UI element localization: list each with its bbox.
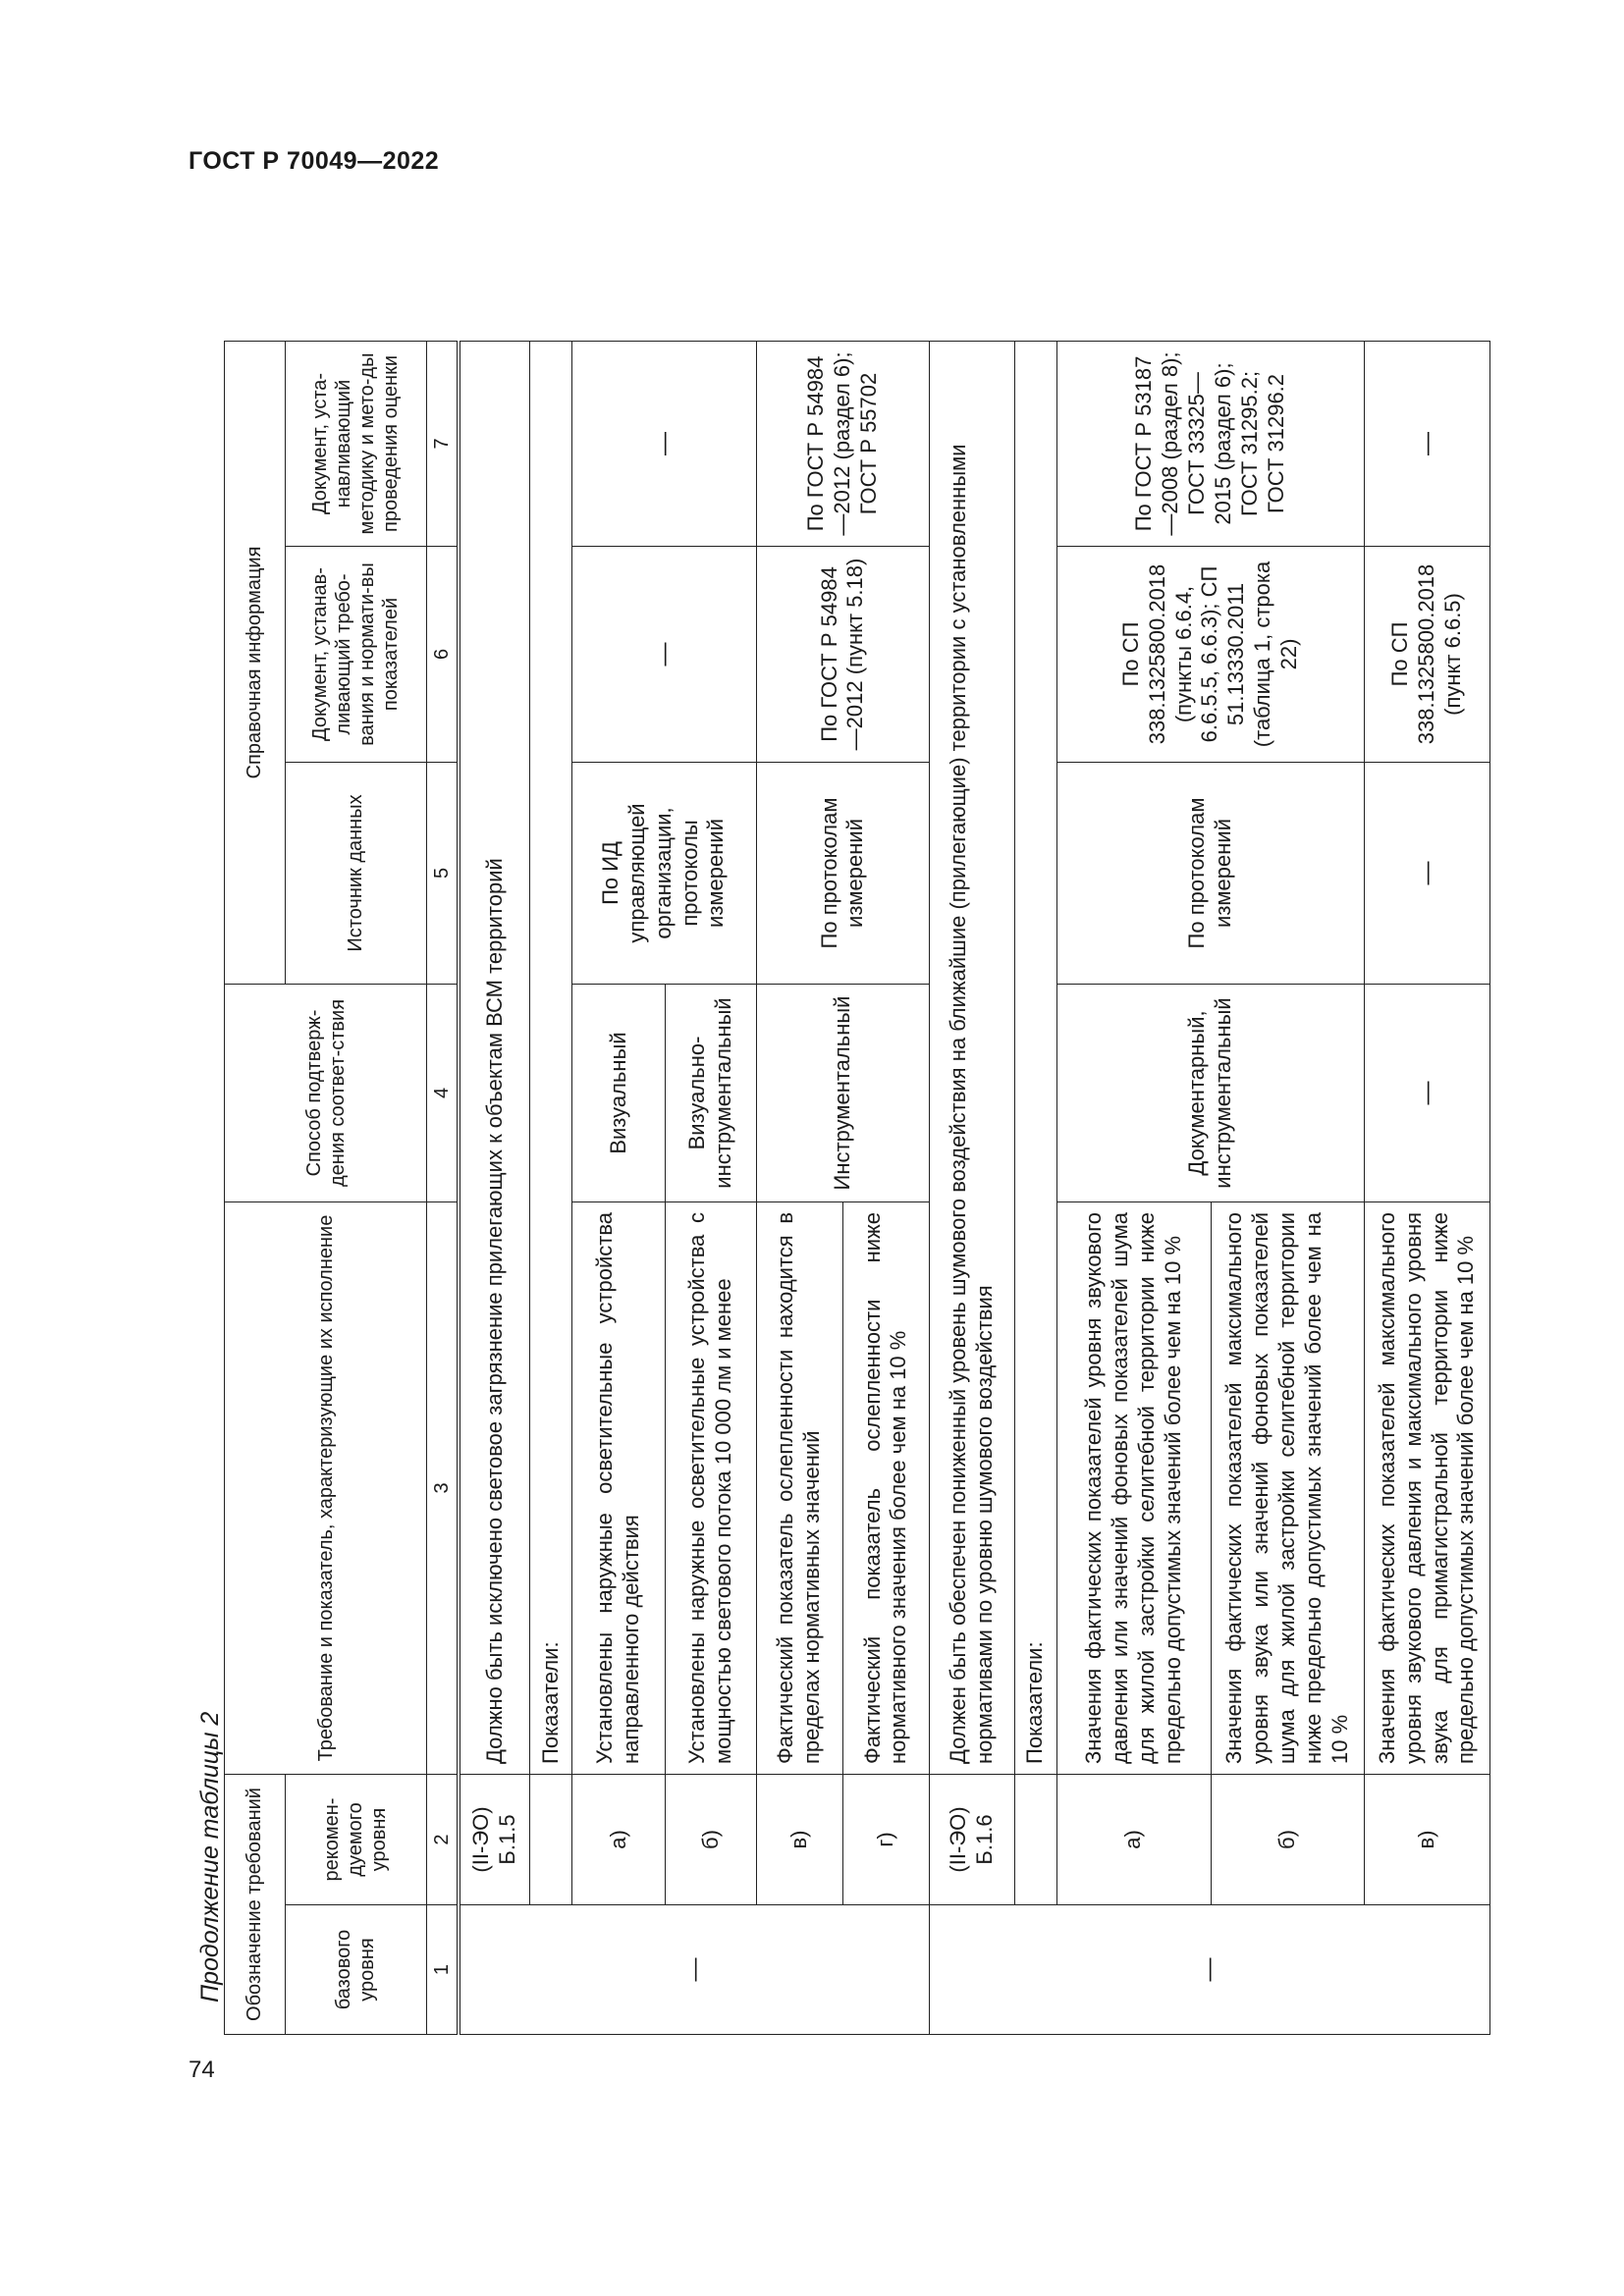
- section1-base-level: —: [459, 1905, 929, 2035]
- row-method: Документарный, инструментальный: [1056, 984, 1364, 1201]
- section1-row-a: [571, 341, 666, 2034]
- row-source: По протоколам измерений: [1056, 762, 1364, 984]
- row-doc-method: По ГОСТ Р 53187—2008 (раздел 8); ГОСТ 33325—2015 (раздел 6); ГОСТ 31295.2; ГОСТ 31296.2: [1056, 341, 1364, 546]
- section2-indicators-row: [1015, 341, 1056, 2034]
- row-letter: г): [842, 1774, 929, 1904]
- row-source: —: [1365, 762, 1490, 984]
- row-method: —: [1365, 984, 1490, 1201]
- th-designation: Обозначение требований: [225, 1774, 286, 2034]
- col-number: 4: [427, 984, 460, 1201]
- row-doc-requirements: —: [571, 546, 756, 762]
- section1-indicators-row: [530, 341, 571, 2034]
- row-doc-method: —: [571, 341, 756, 546]
- row-text: Фактический показатель ослепленности находится в пределах нормативных значений: [756, 1201, 842, 1774]
- th-source: Источник данных: [285, 762, 426, 984]
- row-letter: в): [1365, 1774, 1490, 1904]
- row-doc-method: —: [1365, 341, 1490, 546]
- section2-indicators-label: Показатели:: [1015, 341, 1056, 1774]
- col-number: 7: [427, 341, 460, 546]
- section2-row-a: [1056, 341, 1211, 2034]
- row-doc-requirements: По СП 338.1325800.2018 (пункт 6.6.5): [1365, 546, 1490, 762]
- row-method: Инструментальный: [756, 984, 929, 1201]
- section1-indicators-label: Показатели:: [530, 341, 571, 1774]
- document-header: ГОСТ Р 70049—2022: [189, 147, 440, 175]
- section2-code: (II-ЭО) Б.1.6: [930, 1774, 1015, 1904]
- section1-code: (II-ЭО) Б.1.5: [459, 1774, 529, 1904]
- row-text: Значения фактических показателей максимального уровня звукового давления и максимального уровня звука для примагистральной территории ниже предельно допустимых значений более чем на 10 %: [1365, 1201, 1490, 1774]
- table-caption: Продолжение таблицы 2: [196, 1711, 224, 2002]
- row-letter: б): [666, 1774, 756, 1904]
- row-text: Установлены наружные осветительные устройства с мощностью светового потока 10 000 лм и менее: [666, 1201, 756, 1774]
- row-letter: а): [1056, 1774, 1211, 1904]
- col-number: 3: [427, 1201, 460, 1774]
- col-number: 2: [427, 1774, 460, 1904]
- row-text: Установлены наружные осветительные устройства направленного действия: [571, 1201, 666, 1774]
- row-text: Фактический показатель ослепленности ниже нормативного значения более чем на 10 %: [842, 1201, 929, 1774]
- th-recommended-level: рекомен-дуемого уровня: [285, 1774, 426, 1904]
- section2-base-level: —: [930, 1905, 1490, 2035]
- th-requirement: Требование и показатель, характеризующие их исполнение: [225, 1201, 427, 1774]
- row-text: Значения фактических показателей максимального уровня звука или значений фоновых показателей шума для жилой застройки селитебной территории ниже предельно допустимых значений более чем на 10 %: [1211, 1201, 1364, 1774]
- column-numbers-row: [427, 341, 460, 2034]
- section2-title: Должен быть обеспечен пониженный уровень шумового воздействия на ближайшие (прилегающие) территории с установленными нормативами по уровню шумового воздействия: [930, 341, 1015, 1774]
- page-number: 74: [189, 2056, 215, 2083]
- row-method: Визуально-инструментальный: [666, 984, 756, 1201]
- row-doc-method: По ГОСТ Р 54984—2012 (раздел 6); ГОСТ Р 55702: [756, 341, 929, 546]
- section1-row-c: [756, 341, 842, 2034]
- rotated-table-container: [224, 342, 1490, 2035]
- col-number: 6: [427, 546, 460, 762]
- th-doc-requirements: Документ, устанав-ливающий требо-вания и нормати-вы показателей: [285, 546, 426, 762]
- header-row-1: [225, 341, 286, 2034]
- row-doc-requirements: По ГОСТ Р 54984—2012 (пункт 5.18): [756, 546, 929, 762]
- row-method: Визуальный: [571, 984, 666, 1201]
- row-text: Значения фактических показателей уровня звукового давления или значений фоновых показателей шума для жилой застройки селитебной территории ниже предельно допустимых значений более чем на 10 %: [1056, 1201, 1211, 1774]
- th-doc-method: Документ, уста-навливающий методику и мето-ды проведения оценки: [285, 341, 426, 546]
- col-number: 5: [427, 762, 460, 984]
- th-method: Способ подтверж-дения соответ-ствия: [225, 984, 427, 1201]
- section1-title-row: [459, 341, 529, 2034]
- row-letter: в): [756, 1774, 842, 1904]
- th-base-level: базового уровня: [285, 1905, 426, 2035]
- requirements-table: [224, 341, 1490, 2035]
- section1-title: Должно быть исключено световое загрязнение прилегающих к объектам ВСМ территорий: [459, 341, 529, 1774]
- section2-row-c: [1365, 341, 1490, 2034]
- row-source: По протоколам измерений: [756, 762, 929, 984]
- section2-title-row: [930, 341, 1015, 2034]
- col-number: 1: [427, 1905, 460, 2035]
- row-letter: б): [1211, 1774, 1364, 1904]
- row-letter: а): [571, 1774, 666, 1904]
- th-reference: Справочная информация: [225, 341, 286, 984]
- row-source: По ИД управляющей организации, протоколы измерений: [571, 762, 756, 984]
- row-doc-requirements: По СП 338.1325800.2018 (пункты 6.6.4, 6.6.5.5, 6.6.3); СП 51.13330.2011 (таблица 1, строка 22): [1056, 546, 1364, 762]
